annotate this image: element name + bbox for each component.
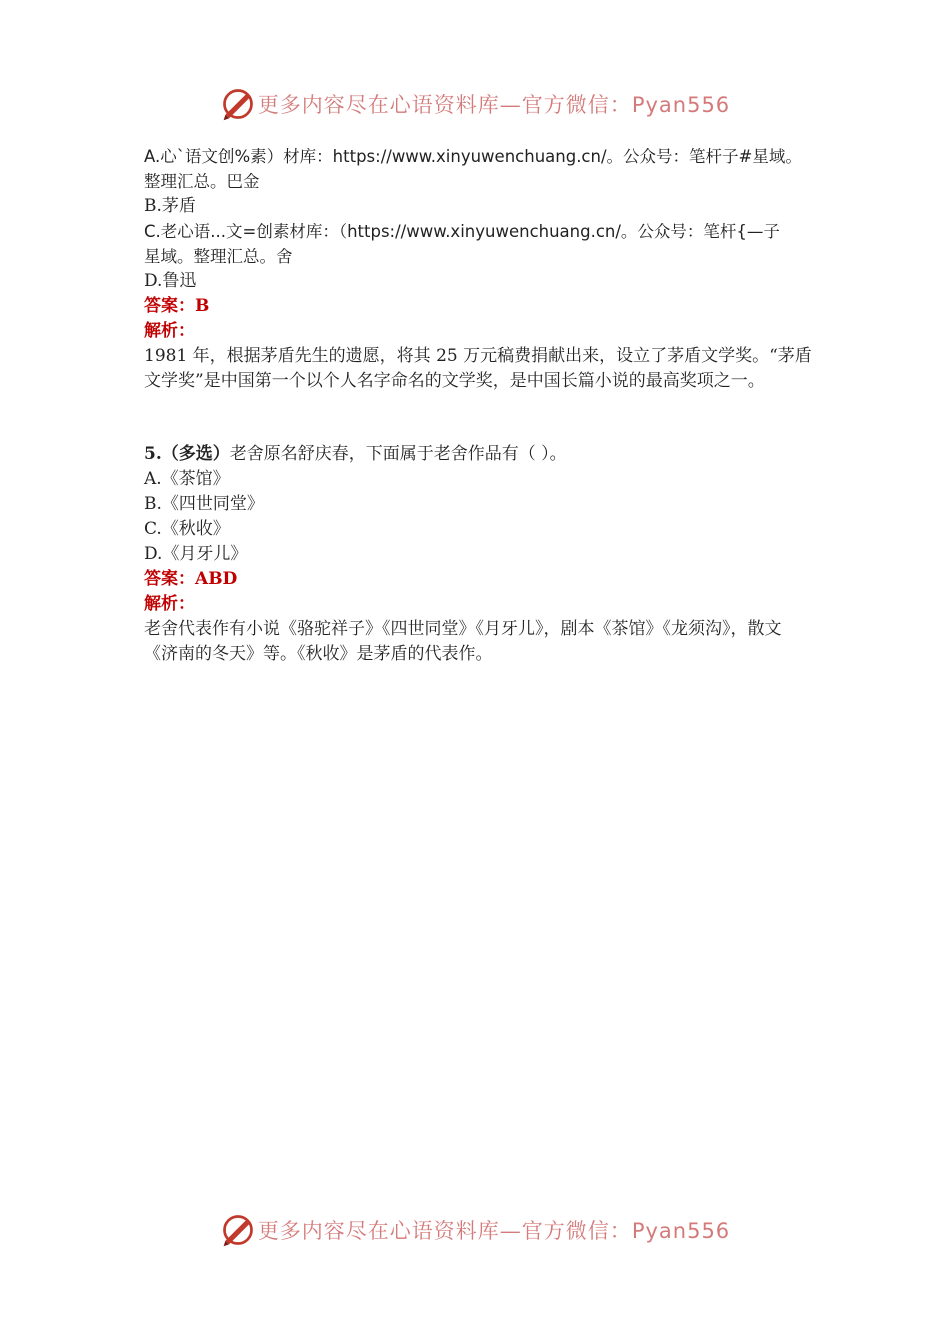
header-banner-text: 更多内容尽在心语资料库—官方微信：Pyan556 [257,93,731,117]
q4-option-c-line1: C.老心语...文=创素材库：（https://www.xinyuwenchuang.cn/。公众号：笔杆{—子 [144,222,780,241]
q4-analysis: 1981 年，根据茅盾先生的遗愿，将其 25 万元稿费捐献出来，设立了茅盾文学奖。“茅盾文学奖”是中国第一个以个人名字命名的文学奖，是中国长篇小说的最高奖项之一。 [144,346,812,391]
q4-analysis-label: 解析： [144,321,195,341]
q5-option-d: D.《月牙儿》 [144,544,248,564]
q4-option-a-line1: A.心`语文创%素）材库：https://www.xinyuwenchuang.cn/。公众号：笔杆子#星域。 [144,147,802,166]
pen-logo-icon [220,1212,256,1248]
q5-option-a: A.《茶馆》 [144,469,230,489]
q4-option-d: D.鲁迅 [144,271,197,291]
footer-banner-text: 更多内容尽在心语资料库—官方微信：Pyan556 [257,1219,731,1243]
footer-banner [0,1208,950,1252]
q4-answer: 答案：B [144,296,210,316]
document-body [144,144,814,667]
q5-answer: 答案：ABD [144,569,238,589]
q5-title [144,442,814,467]
q5-option-c: C.《秋收》 [144,519,230,539]
footer-wechat-id: Pyan556 [631,1219,731,1243]
q4-option-b: B.茅盾 [144,196,196,216]
pen-logo-icon [220,86,256,122]
q5-analysis-label: 解析： [144,594,195,614]
q4-option-a-line2: 整理汇总。巴金 [144,172,260,191]
header-banner [0,82,950,126]
q4-option-c-line2: 星域。整理汇总。舍 [144,247,293,266]
q5-stem: 老舍原名舒庆春，下面属于老舍作品有（ ）。 [229,444,567,464]
spacer [144,394,814,442]
header-wechat-id: Pyan556 [631,93,731,117]
q5-analysis: 老舍代表作有小说《骆驼祥子》《四世同堂》《月牙儿》，剧本《茶馆》《龙须沟》，散文《济南的冬天》等。《秋收》是茅盾的代表作。 [144,619,782,664]
q5-number: 5.（多选） [144,444,230,464]
q5-option-b: B.《四世同堂》 [144,494,264,514]
